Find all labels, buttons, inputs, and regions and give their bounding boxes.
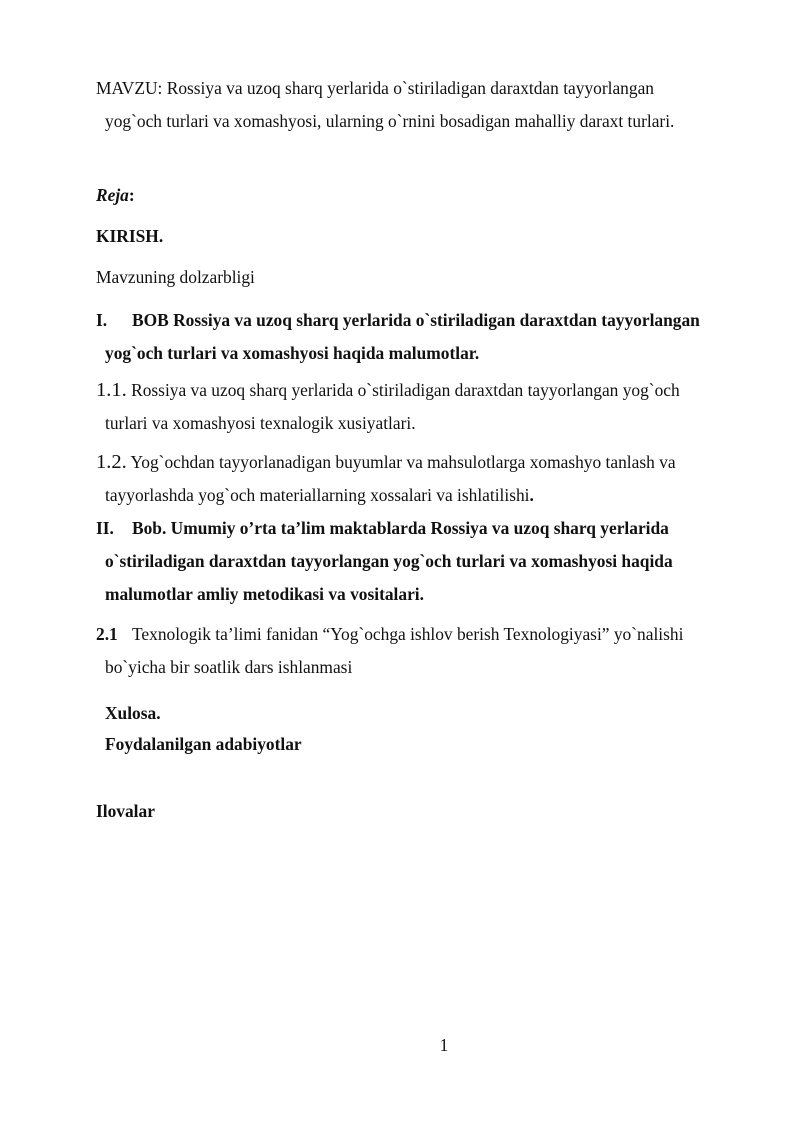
- topic-block: [96, 72, 743, 138]
- chapter-1: [96, 304, 743, 370]
- section-1-2: [96, 446, 743, 512]
- relevance-item: Mavzuning dolzarbligi: [96, 267, 255, 287]
- section-1-1-text-1: Rossiya va uzoq sharq yerlarida o`stiriladigan daraxtdan tayyorlangan yog`och: [131, 380, 680, 400]
- chapter-1-line-1: [96, 304, 743, 337]
- chapter-2: [96, 512, 743, 611]
- section-2-1-line-2: bo`yicha bir soatlik dars ishlanmasi: [105, 657, 353, 677]
- section-1-2-text-2: tayyorlashda yog`och materiallarning xossalari va ishlatilishi: [105, 485, 530, 505]
- appendices-heading: Ilovalar: [96, 801, 155, 821]
- conclusion-heading: [96, 697, 743, 730]
- topic-text-1: Rossiya va uzoq sharq yerlarida o`stiriladigan daraxtdan tayyorlangan: [166, 78, 654, 98]
- chapter-2-line-1: [96, 512, 743, 545]
- chapter-2-line-3: malumotlar amliy metodikasi va vositalari.: [105, 584, 424, 604]
- chapter-1-number: I.: [96, 310, 108, 330]
- conclusion-text: Xulosa.: [105, 703, 161, 723]
- section-1-1: [96, 374, 743, 440]
- section-2-1-text-1: Texnologik ta’limi fanidan “Yog`ochga ishlov berish Texnologiyasi” yo`nalishi: [132, 624, 684, 644]
- references-heading: [96, 728, 743, 761]
- topic-line-2: yog`och turlari va xomashyosi, ularning o`rnini bosadigan mahalliy daraxt turlari.: [105, 111, 675, 131]
- page-number: 1: [439, 1035, 449, 1055]
- topic-label: MAVZU:: [96, 78, 163, 98]
- chapter-1-line-2: yog`och turlari va xomashyosi haqida malumotlar.: [105, 343, 480, 363]
- section-1-1-line-1: [96, 374, 743, 407]
- section-2-1-line-1: [96, 618, 743, 651]
- chapter-2-number: II.: [96, 518, 114, 538]
- intro-heading: KIRISH.: [96, 226, 164, 246]
- section-1-2-line-2: [96, 479, 743, 512]
- topic-line-1: [96, 72, 743, 105]
- section-2-1-number: 2.1: [96, 624, 118, 644]
- section-1-2-period: .: [529, 485, 534, 505]
- section-1-1-number: 1.1.: [96, 379, 127, 401]
- section-1-2-text-1: Yog`ochdan tayyorlanadigan buyumlar va mahsulotlarga xomashyo tanlash va: [130, 452, 676, 472]
- chapter-1-text-1: BOB Rossiya va uzoq sharq yerlarida o`stiriladigan daraxtdan tayyorlangan: [132, 310, 700, 330]
- section-1-2-line-1: [96, 446, 743, 479]
- section-1-1-line-2: turlari va xomashyosi texnalogik xusiyatlari.: [105, 413, 416, 433]
- plan-heading: [96, 179, 743, 212]
- references-text: Foydalanilgan adabiyotlar: [105, 734, 302, 754]
- chapter-2-line-2: o`stiriladigan daraxtdan tayyorlangan yog`och turlari va xomashyosi haqida: [105, 551, 673, 571]
- plan-heading-colon: :: [128, 185, 135, 205]
- chapter-2-text-1: Bob. Umumiy o’rta ta’lim maktablarda Rossiya va uzoq sharq yerlarida: [132, 518, 669, 538]
- section-2-1: [96, 618, 743, 684]
- plan-heading-text: Reja: [96, 185, 129, 205]
- section-1-2-number: 1.2.: [96, 451, 127, 473]
